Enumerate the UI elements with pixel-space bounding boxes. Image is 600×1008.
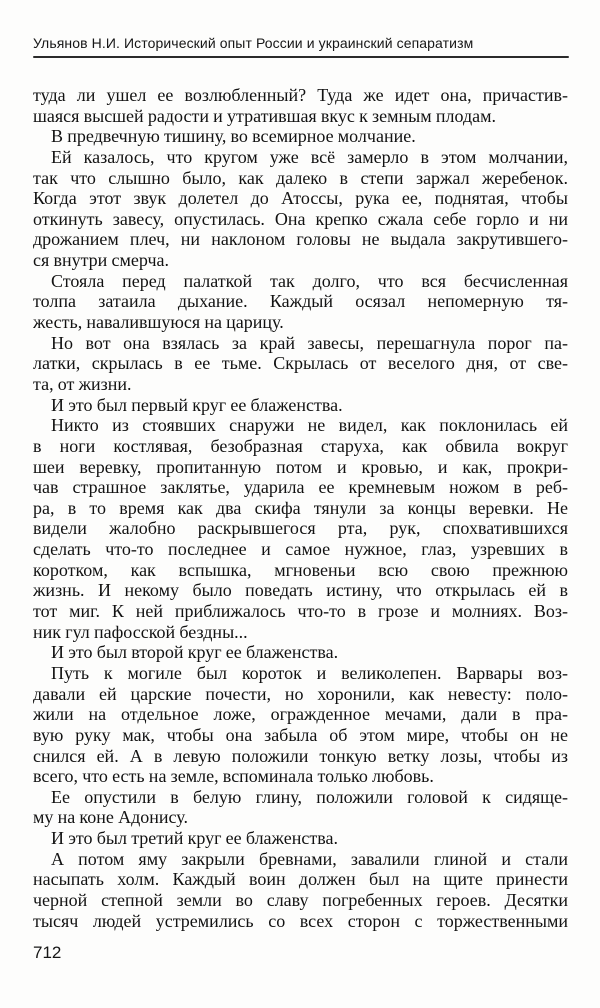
text-line: ся внутри смерча. <box>33 250 169 271</box>
text-line: Ей казалось, что кругом уже всё замерло в этом молчании, <box>51 146 568 167</box>
text-line: насыпать холм. Каждый воин должен был на щите принести <box>33 869 568 890</box>
text-line: откинуть завесу, опустилась. Она крепко сжала себе горло и ни <box>33 208 568 229</box>
text-line: в ноги костлявая, безобразная старуха, как обвила вокруг <box>33 435 568 456</box>
text-line: вую руку мак, чтобы она забыла об этом мире, чтобы он не <box>33 724 568 745</box>
text-line: сделать что-то последнее и самое нужное, глаз, узревших в <box>33 539 568 560</box>
page-body <box>33 85 568 931</box>
text-line: И это был первый круг ее блаженства. <box>51 394 343 415</box>
text-line: И это был второй круг ее блаженства. <box>51 642 339 663</box>
text-line: тот миг. К ней приближалось что-то в грозе и молниях. Воз- <box>33 601 568 622</box>
text-line: Путь к могиле был короток и великолепен. Варвары воз- <box>51 662 568 683</box>
text-line: му на коне Адонису. <box>33 807 188 828</box>
text-line: снился ей. А в левую положили тонкую ветку лозы, чтобы из <box>33 745 568 766</box>
text-line: туда ли ушел ее возлюбленный? Туда же идет она, причастив- <box>33 85 568 105</box>
text-line: дрожанием плеч, ни наклоном головы не выдала закрутившего- <box>33 229 568 250</box>
text-line: жизнь. И некому было поведать истину, что открылась ей в <box>33 580 568 601</box>
text-line: чав страшное заклятье, ударила ее кремневым ножом в реб- <box>33 477 568 498</box>
text-line: коротком, как вспышка, мгновеньи всю свою прежнюю <box>33 559 568 580</box>
text-line: В предвечную тишину, во всемирное молчание. <box>51 126 416 147</box>
text-line: ник гул пафосской бездны... <box>33 621 248 642</box>
text-line: шеи веревку, пропитанную потом и кровью, и как, прокри- <box>33 456 568 477</box>
text-line: жили на отдельное ложе, огражденное мечами, дали в пра- <box>33 704 568 725</box>
running-header-text: Ульянов Н.И. Исторический опыт России и украинский сепаратизм <box>33 35 474 51</box>
text-line: тысяч людей устремились со всех сторон с торжественными <box>33 910 568 931</box>
text-line: Когда этот звук долетел до Атоссы, рука ее, поднятая, чтобы <box>33 188 568 209</box>
text-line: давали ей царские почести, но хоронили, как невесту: поло- <box>33 683 568 704</box>
text-line: ра, в то время как два скифа тянули за концы веревки. Не <box>33 497 568 518</box>
text-line: латки, скрылась в ее тьме. Скрылась от веселого дня, от све- <box>33 353 568 374</box>
page-number: 712 <box>33 943 62 962</box>
text-line: шаяся высшей радости и утратившая вкус к земным плодам. <box>33 105 496 126</box>
text-line: Никто из стоявших снаружи не видел, как поклонилась ей <box>51 415 568 436</box>
running-header <box>33 35 569 52</box>
text-line: та, от жизни. <box>33 373 132 394</box>
header-rule <box>33 56 569 58</box>
text-line: И это был третий круг ее блаженства. <box>51 828 338 849</box>
text-line: жесть, навалившуюся на царицу. <box>33 312 284 333</box>
text-line: всего, что есть на земле, вспоминала только любовь. <box>33 766 434 787</box>
text-line: Но вот она взялась за край завесы, перешагнула порог па- <box>51 332 568 353</box>
text-line: черной степной земли во славу погребенных героев. Десятки <box>33 889 568 910</box>
text-line: видели жалобно раскрывшегося рта, рук, спохватившихся <box>33 518 568 539</box>
text-line: толпа затаила дыхание. Каждый осязал непомерную тя- <box>33 291 568 312</box>
text-line: Стояла перед палаткой так долго, что вся бесчисленная <box>51 270 568 291</box>
text-line: А потом яму закрыли бревнами, завалили глиной и стали <box>51 848 568 869</box>
text-line: Ее опустили в белую глину, положили головой к сидяще- <box>51 786 568 807</box>
text-line: так что слышно было, как далеко в степи заржал жеребенок. <box>33 167 568 188</box>
